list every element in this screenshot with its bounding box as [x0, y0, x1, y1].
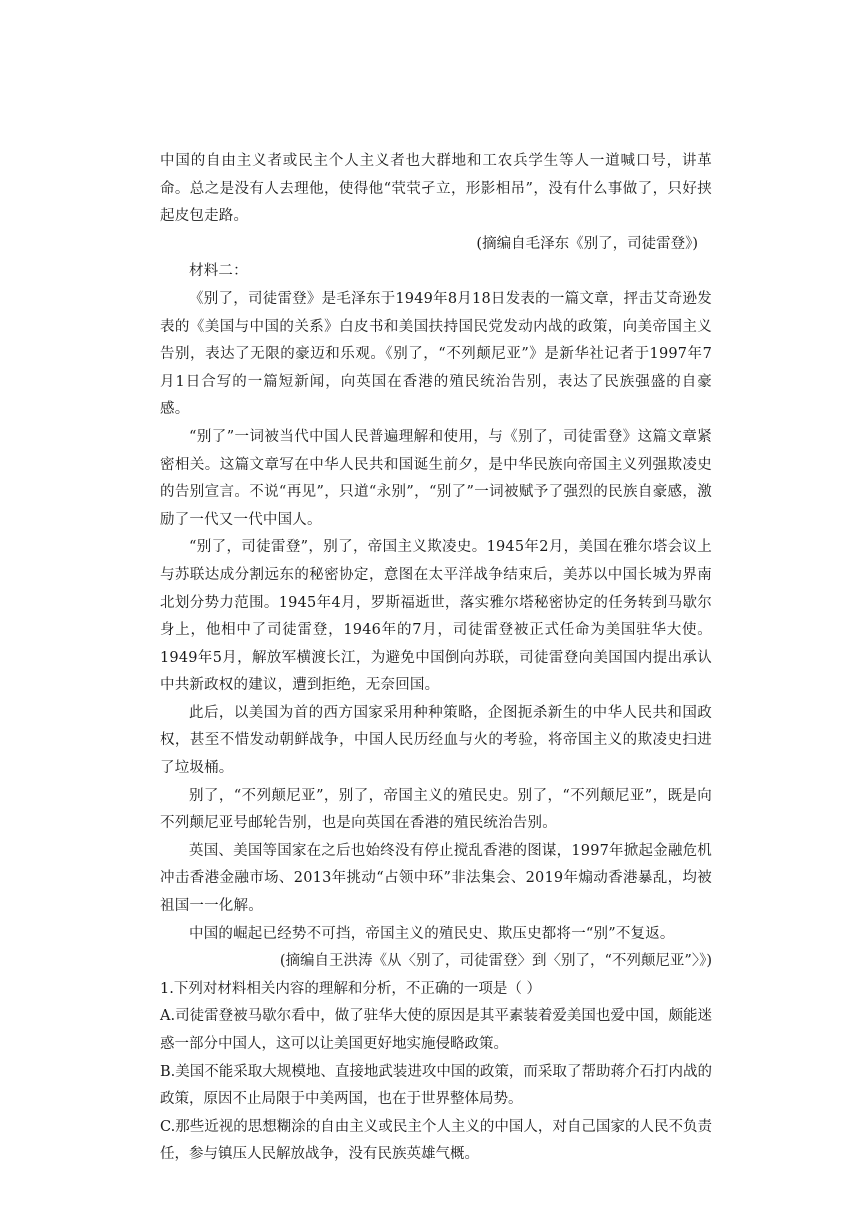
- option-c: C.那些近视的思想糊涂的自由主义或民主个人主义的中国人，对自己国家的人民不负责任，参与镇压人民解放战争，没有民族英雄气概。: [160, 1118, 712, 1163]
- document-body: [160, 148, 712, 1169]
- question-stem: 1.下列对材料相关内容的理解和分析，不正确的一项是（ ）: [160, 980, 541, 997]
- source-citation-2: (摘编自王洪涛《从〈别了，司徒雷登〉到〈别了，“不列颠尼亚”〉》): [279, 953, 712, 970]
- material-2-paragraph: “别了”一词被当代中国人民普遍理解和使用，与《别了，司徒雷登》这篇文章紧密相关。这篇文章写在中华人民共和国诞生前夕，是中华民族向帝国主义列强欺凌史的告别宣言。不说“再见”，只道“永别”，“别了”一词被赋予了强烈的民族自豪感，激励了一代又一代中国人。: [160, 428, 712, 528]
- material-2-paragraph: “别了，司徒雷登”，别了，帝国主义欺凌史。1945年2月，美国在雅尔塔会议上与苏联达成分割远东的秘密协定，意图在太平洋战争结束后，美苏以中国长城为界南北划分势力范围。1945年4月，罗斯福逝世，落实雅尔塔秘密协定的任务转到马歇尔身上，他相中了司徒雷登，1946年的7月，司徒雷登被正式任命为美国驻华大使。1949年5月，解放军横渡长江，为避免中国倒向苏联，司徒雷登向美国国内提出承认中共新政权的建议，遭到拒绝，无奈回国。: [160, 539, 712, 694]
- source-citation-1: (摘编自毛泽东《别了，司徒雷登》): [476, 235, 698, 252]
- material-2-paragraph: 此后，以美国为首的西方国家采用种种策略，企图扼杀新生的中华人民共和国政权，甚至不惜发动朝鲜战争，中国人民历经血与火的考验，将帝国主义的欺凌史扫进了垃圾桶。: [160, 704, 712, 777]
- option-b: B.美国不能采取大规模地、直接地武装进攻中国的政策，而采取了帮助蒋介石打内战的政策，原因不止局限于中美两国，也在于世界整体局势。: [160, 1063, 712, 1108]
- material-2-paragraph: 中国的崛起已经势不可挡，帝国主义的殖民史、欺压史都将一“别”不复返。: [189, 925, 675, 942]
- paragraph-continuation: 中国的自由主义者或民主个人主义者也大群地和工农兵学生等人一道喊口号，讲革命。总之是没有人去理他，使得他“茕茕孑立，形影相吊”，没有什么事做了，只好挟起皮包走路。: [160, 153, 712, 225]
- option-a: A.司徒雷登被马歇尔看中，做了驻华大使的原因是其平素装着爱美国也爱中国，颇能迷惑一部分中国人，这可以让美国更好地实施侵略政策。: [160, 1008, 712, 1052]
- material-2-title: 材料二：: [189, 263, 248, 280]
- material-2-paragraph: 别了，“不列颠尼亚”，别了，帝国主义的殖民史。别了，“不列颠尼亚”，既是向不列颠尼亚号邮轮告别，也是向英国在香港的殖民统治告别。: [160, 787, 712, 832]
- material-2-paragraph: 《别了，司徒雷登》是毛泽东于1949年8月18日发表的一篇文章，抨击艾奇逊发表的《美国与中国的关系》白皮书和美国扶持国民党发动内战的政策，向美帝国主义告别，表达了无限的豪迈和乐观。《别了，“不列颠尼亚”》是新华社记者于1997年7月1日合写的一篇短新闻，向英国在香港的殖民统治告别，表达了民族强盛的自豪感。: [160, 290, 712, 418]
- material-2-paragraph: 英国、美国等国家在之后也始终没有停止搅乱香港的图谋，1997年掀起金融危机冲击香港金融市场、2013年挑动“占领中环”非法集会、2019年煽动香港暴乱，均被祖国一一化解。: [160, 842, 712, 915]
